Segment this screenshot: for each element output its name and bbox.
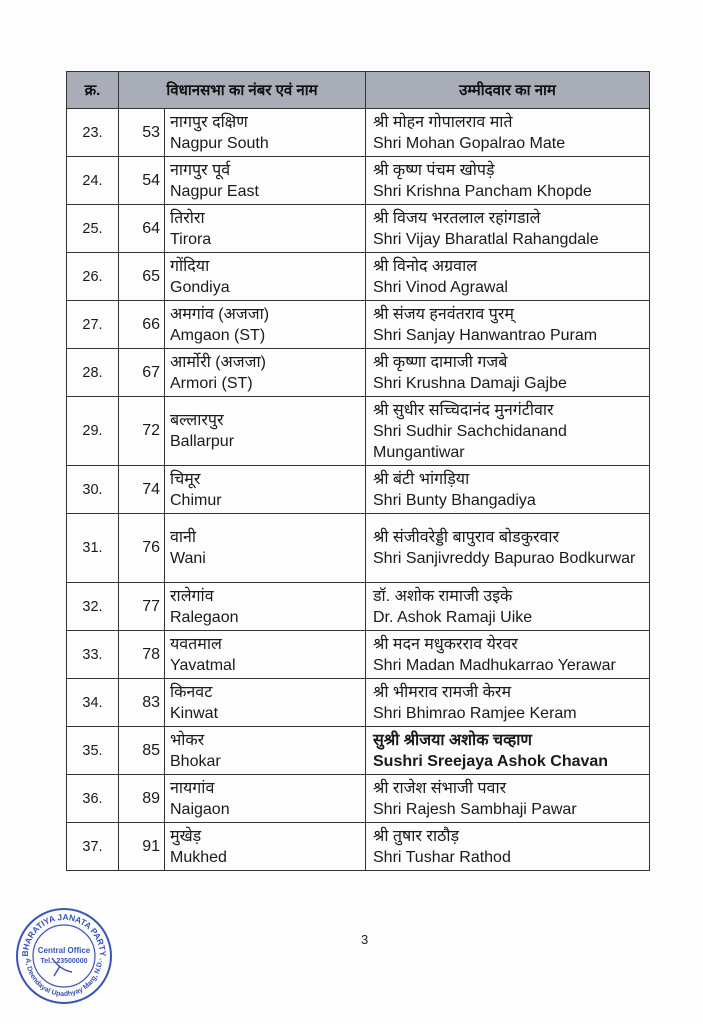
candidate-name [366,397,650,466]
candidate-name-english: Shri Vijay Bharatlal Rahangdale [373,230,599,248]
constituency-name [165,301,366,349]
candidate-name-hindi: श्री संजीवरेड्डी बापुराव बोडकुरवार [373,529,560,546]
constituency-name-english: Yavatmal [170,656,236,674]
constituency-name-hindi: नायगांव [170,779,215,797]
constituency-name-hindi: चिमूर [170,470,201,488]
candidate-name-english: Shri Sudhir Sachchidanand Mungantiwar [373,422,567,461]
candidate-name [366,514,650,583]
constituency-name-hindi: नागपुर दक्षिण [170,113,248,131]
candidate-name-english: Shri Rajesh Sambhaji Pawar [373,800,577,818]
constituency-number: 91 [119,823,165,871]
table-row [67,775,650,823]
serial-number: 34. [67,679,119,727]
candidate-table [66,71,650,871]
constituency-name [165,397,366,466]
serial-number: 35. [67,727,119,775]
constituency-name-english: Amgaon (ST) [170,326,266,344]
constituency-name-hindi: आर्मोरी (अजजा) [170,353,266,371]
header-candidate: उम्मीदवार का नाम [366,72,650,109]
candidate-name-hindi: श्री तुषार राठौड़ [373,827,460,845]
constituency-name-english: Bhokar [170,752,221,770]
table-row [67,349,650,397]
candidate-name-hindi: श्री विजय भरतलाल रहांगडाले [373,209,541,227]
constituency-number: 83 [119,679,165,727]
candidate-name [366,349,650,397]
candidate-name-hindi: श्री मदन मधुकरराव येरवर [373,635,518,653]
candidate-name-hindi: श्री बंटी भांगड़िया [373,470,470,488]
table-body [67,109,650,871]
constituency-name-hindi: अमगांव (अजजा) [170,305,270,323]
candidate-name-hindi: श्री राजेश संभाजी पवार [373,779,507,797]
constituency-name-english: Wani [170,550,206,567]
page-number: 3 [361,932,369,947]
constituency-name [165,109,366,157]
constituency-name [165,514,366,583]
constituency-name [165,583,366,631]
constituency-name-english: Mukhed [170,848,227,866]
table-row [67,157,650,205]
constituency-name [165,253,366,301]
candidate-name-english: Shri Krishna Pancham Khopde [373,182,592,200]
stamp-text-office: Central Office [37,946,91,955]
serial-number: 28. [67,349,119,397]
constituency-number: 66 [119,301,165,349]
stamp-text-bottom: A, Deendayal Upadhyay Marg, N.D.- [23,957,105,999]
serial-number: 33. [67,631,119,679]
constituency-name-hindi: मुखेड़ [170,827,202,845]
table-row [67,583,650,631]
candidate-name [366,205,650,253]
candidate-name-english: Shri Mohan Gopalrao Mate [373,134,566,152]
table-row [67,679,650,727]
candidate-name [366,109,650,157]
candidate-name [366,157,650,205]
candidate-name-hindi: श्री सुधीर सच्चिदानंद मुनगंटीवार [373,401,554,419]
constituency-name [165,823,366,871]
constituency-name-hindi: रालेगांव [170,587,214,605]
serial-number: 24. [67,157,119,205]
constituency-name-english: Gondiya [170,278,230,296]
candidate-name-hindi: श्री संजय हनवंतराव पुरम् [373,305,514,323]
candidate-name-english: Shri Bunty Bhangadiya [373,491,536,509]
constituency-name [165,775,366,823]
constituency-name-english: Nagpur East [170,182,259,200]
constituency-number: 77 [119,583,165,631]
constituency-name-english: Chimur [170,491,222,509]
candidate-name-english: Sushri Sreejaya Ashok Chavan [373,752,609,770]
candidate-name-english: Shri Krushna Damaji Gajbe [373,374,567,392]
header-constituency: विधानसभा का नंबर एवं नाम [119,72,366,109]
constituency-name-hindi: यवतमाल [170,635,222,653]
constituency-name-english: Armori (ST) [170,374,253,392]
candidate-name-english: Shri Bhimrao Ramjee Keram [373,704,577,722]
serial-number: 32. [67,583,119,631]
candidate-name [366,775,650,823]
table-row [67,109,650,157]
serial-number: 29. [67,397,119,466]
serial-number: 31. [67,514,119,583]
candidate-name [366,253,650,301]
serial-number: 25. [67,205,119,253]
table-row [67,631,650,679]
constituency-name-hindi: तिरोरा [170,209,205,227]
serial-number: 37. [67,823,119,871]
constituency-name [165,349,366,397]
stamp-text-top: BHARATIYA JANATA PARTY [19,911,109,957]
constituency-name-hindi: वानी [170,529,197,546]
constituency-number: 85 [119,727,165,775]
table-row [67,301,650,349]
constituency-name [165,466,366,514]
table-row [67,253,650,301]
table-row [67,466,650,514]
table-header-row [67,72,650,109]
constituency-name-english: Ballarpur [170,433,235,450]
candidate-name-hindi: श्री विनोद अग्रवाल [373,257,478,275]
candidate-name-english: Shri Tushar Rathod [373,848,511,866]
serial-number: 27. [67,301,119,349]
constituency-name [165,157,366,205]
constituency-number: 76 [119,514,165,583]
candidate-name-english: Dr. Ashok Ramaji Uike [373,608,533,626]
candidate-name-hindi: श्री कृष्ण पंचम खोपड़े [373,161,495,179]
header-sr: क्र. [67,72,119,109]
candidate-name [366,583,650,631]
serial-number: 36. [67,775,119,823]
constituency-name-hindi: गोंदिया [170,257,210,275]
serial-number: 23. [67,109,119,157]
candidate-name-hindi: श्री मोहन गोपालराव माते [373,113,513,131]
constituency-name-english: Kinwat [170,704,219,722]
constituency-name-hindi: बल्लारपुर [170,412,224,429]
candidate-name-hindi: श्री कृष्णा दामाजी गजबे [373,353,508,371]
candidate-name-english: Shri Sanjay Hanwantrao Puram [373,326,598,344]
stamp-text-phone: Tel.: 23500000 [40,958,88,965]
stamp-inner-ring [33,925,95,987]
candidate-name-english: Shri Madan Madhukarrao Yerawar [373,656,616,674]
candidate-name-english: Shri Vinod Agrawal [373,278,508,296]
candidate-name-hindi: सुश्री श्रीजया अशोक चव्हाण [373,731,532,749]
constituency-number: 72 [119,397,165,466]
constituency-name-english: Tirora [170,230,212,248]
table-row [67,823,650,871]
candidate-name [366,823,650,871]
candidate-name [366,727,650,775]
constituency-number: 78 [119,631,165,679]
constituency-number: 74 [119,466,165,514]
constituency-name-english: Nagpur South [170,134,269,152]
table-row [67,205,650,253]
constituency-name-hindi: नागपुर पूर्व [170,161,231,179]
serial-number: 30. [67,466,119,514]
candidate-name [366,466,650,514]
table-row [67,514,650,583]
constituency-name [165,631,366,679]
constituency-name [165,727,366,775]
candidate-name-hindi: श्री भीमराव रामजी केरम [373,683,512,701]
constituency-number: 64 [119,205,165,253]
constituency-number: 89 [119,775,165,823]
constituency-number: 65 [119,253,165,301]
table-row [67,727,650,775]
party-stamp [14,906,114,1006]
constituency-name [165,205,366,253]
candidate-name-hindi: डॉ. अशोक रामाजी उइके [373,587,513,605]
constituency-name-hindi: किनवट [170,683,213,701]
constituency-name-english: Ralegaon [170,608,239,626]
table-row [67,397,650,466]
constituency-name-hindi: भोकर [170,731,205,749]
candidate-name-english: Shri Sanjivreddy Bapurao Bodkurwar [373,550,636,567]
constituency-number: 54 [119,157,165,205]
constituency-name [165,679,366,727]
constituency-number: 67 [119,349,165,397]
constituency-number: 53 [119,109,165,157]
serial-number: 26. [67,253,119,301]
candidate-name [366,301,650,349]
constituency-name-english: Naigaon [170,800,230,818]
candidate-name [366,631,650,679]
stamp-outer-ring [17,909,111,1003]
candidate-name [366,679,650,727]
